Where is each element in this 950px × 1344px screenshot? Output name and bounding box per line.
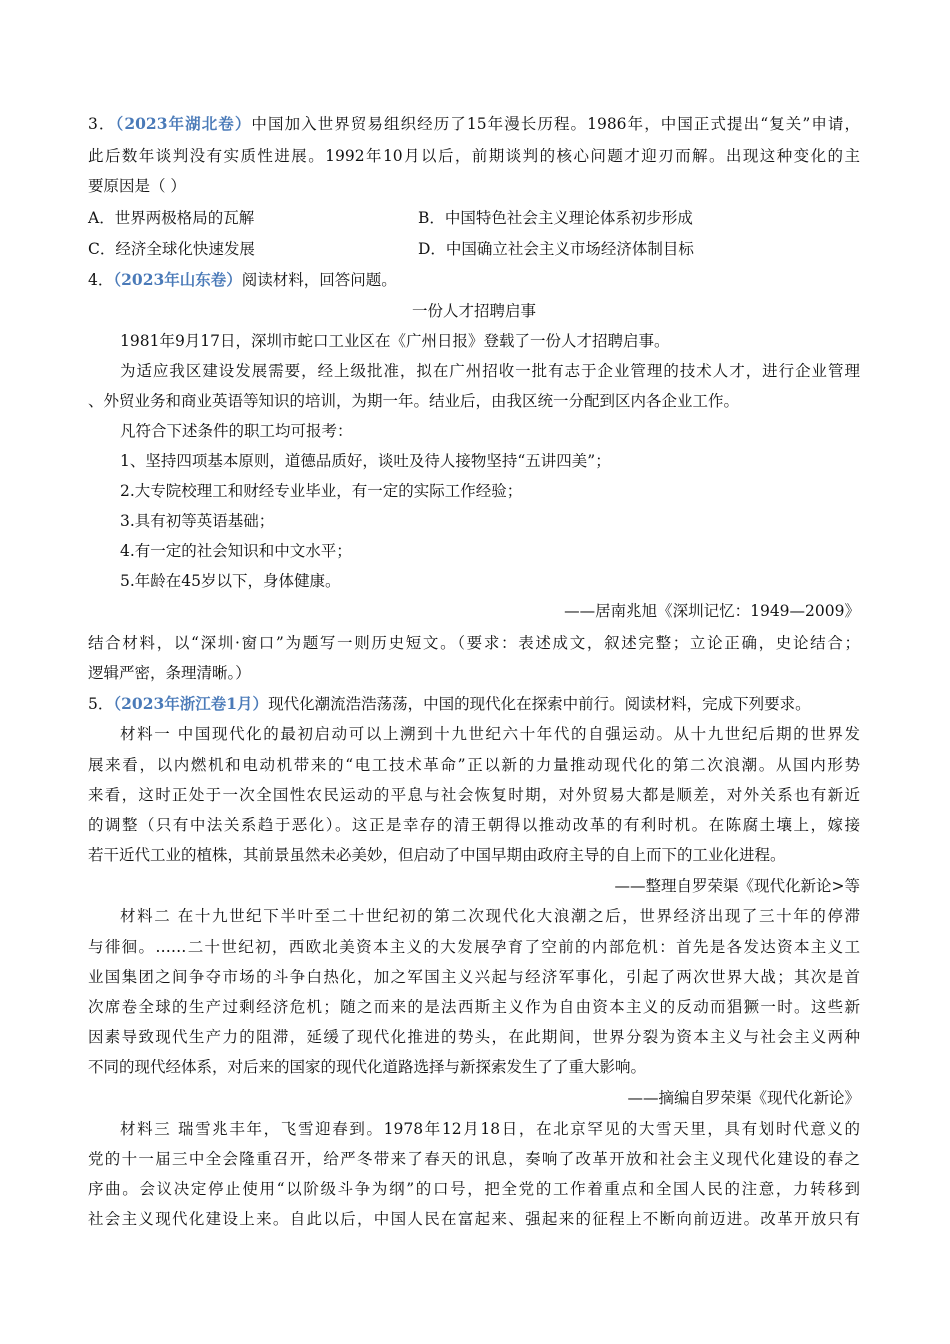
question-prompt: 阅读材料，回答问题。 xyxy=(241,271,397,289)
q4-header xyxy=(88,270,860,290)
material-1-line: 若干近代工业的植株，其前景虽然未必美妙，但启动了中国早期由政府主导的自上而下的工业化进程。 xyxy=(88,846,786,864)
q5-header xyxy=(88,694,860,714)
material-1-source: ——整理自罗荣渠《现代化新论>等 xyxy=(614,877,860,895)
source-tag: （2023年浙江卷1月） xyxy=(113,694,269,713)
material-2-line: 因素导致现代生产力的阻滞，延缓了现代化推进的势头，在此期间，世界分裂为资本主义与社会主义两种 xyxy=(88,1028,860,1046)
material-3-line: 序曲。会议决定停止使用“以阶级斗争为纲”的口号，把全党的工作着重点和全国人民的注意，力转移到 xyxy=(88,1180,860,1198)
q4-paragraph-1: 1981年9月17日，深圳市蛇口工业区在《广州日报》登载了一份人才招聘启事。 xyxy=(120,332,670,350)
material-2-line: 与徘徊。……二十世纪初，西欧北美资本主义的大发展孕育了空前的内部危机：首先是各发达资本主义工 xyxy=(88,938,860,956)
list-item: 2.大专院校理工和财经专业毕业，有一定的实际工作经验； xyxy=(120,482,523,500)
question-number: 5． xyxy=(88,695,114,713)
list-item: 5.年龄在45岁以下，身体健康。 xyxy=(120,572,341,590)
material-1-line: 的调整（只有中法关系趋于恶化）。这正是幸存的清王朝得以推动改革的有利时机。在陈腐土壤上，嫁接 xyxy=(88,816,860,834)
question-number: 3． xyxy=(88,115,116,133)
option-d: D．中国确立社会主义市场经济体制目标 xyxy=(418,240,694,258)
material-2-source: ——摘编自罗荣渠《现代化新论》 xyxy=(627,1089,860,1107)
q3-line-3: 要原因是（ ） xyxy=(88,177,186,195)
q4-paragraph-2b: 、外贸业务和商业英语等知识的培训，为期一年。结业后，由我区统一分配到区内各企业工作。 xyxy=(88,392,740,410)
material-3-line: 材料三 瑞雪兆丰年，飞雪迎春到。1978年12月18日，在北京罕见的大雪天里，具有划时代意义的 xyxy=(120,1120,860,1138)
material-title: 一份人才招聘启事 xyxy=(411,302,536,320)
material-1-line: 展来看，以内燃机和电动机带来的“电工技术革命”正以新的力量推动现代化的第二次浪潮。从国内形势 xyxy=(88,756,860,774)
material-2-line: 次席卷全球的生产过剩经济危机；随之而来的是法西斯主义作为自由资本主义的反动而猖獗一时。这些新 xyxy=(88,998,860,1016)
material-2-line: 不同的现代经体系，对后来的国家的现代化道路选择与新探索发生了了重大影响。 xyxy=(88,1058,647,1076)
q4-task-line-1: 结合材料，以“深圳·窗口”为题写一则历史短文。（要求：表述成文，叙述完整；立论正确，史论结合； xyxy=(88,634,860,652)
option-c: C．经济全球化快速发展 xyxy=(88,240,255,258)
list-item: 3.具有初等英语基础； xyxy=(120,512,275,530)
material-3-line: 党的十一届三中全会隆重召开，给严冬带来了春天的讯息，奏响了改革开放和社会主义现代化建设的春之 xyxy=(88,1150,860,1168)
q4-paragraph-2a: 为适应我区建设发展需要，经上级批准，拟在广州招收一批有志于企业管理的技术人才，进行企业管理 xyxy=(120,362,860,380)
question-prompt: 现代化潮流浩浩荡荡，中国的现代化在探索中前行。阅读材料，完成下列要求。 xyxy=(268,695,811,713)
material-3-line: 社会主义现代化建设上来。自此以后，中国人民在富起来、强起来的征程上不断向前迈进。改革开放只有 xyxy=(88,1210,860,1228)
option-a: A．世界两极格局的瓦解 xyxy=(88,209,255,227)
material-source: ——居南兆旭《深圳记忆：1949—2009》 xyxy=(564,602,860,620)
q4-task-line-2: 逻辑严密，条理清晰。） xyxy=(88,664,251,682)
list-item: 1、坚持四项基本原则，道德品质好，谈吐及待人接物坚持“五讲四美”； xyxy=(120,452,611,470)
question-text: 中国加入世界贸易组织经历了15年漫长历程。1986年，中国正式提出“复关”申请， xyxy=(251,115,860,133)
q3-line-1 xyxy=(88,114,860,134)
source-tag: （2023年山东卷） xyxy=(113,270,242,289)
material-1-line: 来看，这时正处于一次全国性农民运动的平息与社会恢复时期，对外贸易大都是顺差，对外关系也有新近 xyxy=(88,786,860,804)
source-tag: （2023年湖北卷） xyxy=(115,114,252,133)
material-1-line: 材料一 中国现代化的最初启动可以上溯到十九世纪六十年代的自强运动。从十九世纪后期的世界发 xyxy=(120,725,860,743)
material-2-line: 材料二 在十九世纪下半叶至二十世纪初的第二次现代化大浪潮之后，世界经济出现了三十年的停滞 xyxy=(120,907,860,925)
q3-line-2: 此后数年谈判没有实质性进展。1992年10月以后，前期谈判的核心问题才迎刃而解。出现这种变化的主 xyxy=(88,147,860,165)
question-number: 4． xyxy=(88,271,114,289)
material-2-line: 业国集团之间争夺市场的斗争白热化，加之军国主义兴起与经济军事化，引起了两次世界大战；其次是首 xyxy=(88,968,860,986)
q4-paragraph-3: 凡符合下述条件的职工均可报考： xyxy=(120,422,353,440)
list-item: 4.有一定的社会知识和中文水平； xyxy=(120,542,352,560)
option-b: B．中国特色社会主义理论体系初步形成 xyxy=(418,209,693,227)
